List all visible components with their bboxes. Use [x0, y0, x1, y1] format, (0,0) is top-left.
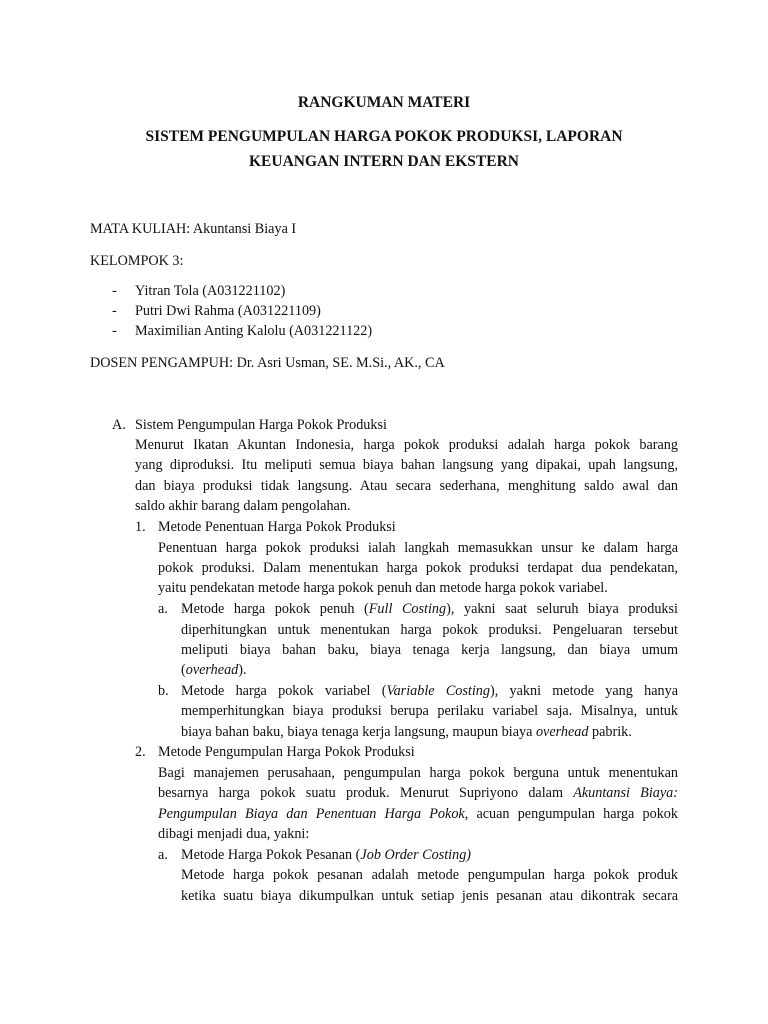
item-1a-line-3: meliputi biaya bahan baku, biaya tenaga kerja langsung, dan biaya umum [181, 642, 678, 658]
section-a-marker: A. [112, 417, 126, 433]
item-1a-line-4: (overhead). [181, 662, 247, 678]
item-1b-line-3: biaya bahan baku, biaya tenaga kerja langsung, maupun biaya overhead pabrik. [181, 724, 632, 740]
item-1b-line-2: memperhitungkan biaya produksi berupa perilaku variabel saja. Misalnya, untuk [181, 703, 678, 719]
item-2-line-1: Bagi manajemen perusahaan, pengumpulan harga pokok berguna untuk menentukan [158, 765, 678, 781]
item-1b-marker: b. [158, 683, 169, 699]
item-2-line-4: dibagi menjadi dua, yakni: [158, 826, 310, 842]
item-2a-marker: a. [158, 847, 168, 863]
item-2a-line-1: Metode harga pokok pesanan adalah metode pengumpulan harga pokok produk [181, 867, 678, 883]
item-1-marker: 1. [135, 519, 146, 535]
member-bullet: - [112, 303, 117, 319]
item-2a-line-2: ketika suatu biaya dikumpulkan untuk setiap jenis pesanan atau dikontrak secara [181, 888, 678, 904]
section-a-para-line: saldo akhir barang dalam pengolahan. [135, 498, 351, 514]
item-2-marker: 2. [135, 744, 146, 760]
section-a-para-line: Menurut Ikatan Akuntan Indonesia, harga pokok produksi adalah harga pokok barang [135, 437, 678, 453]
item-2-heading: Metode Pengumpulan Harga Pokok Produksi [158, 744, 415, 760]
document-subtitle-line-1: SISTEM PENGUMPULAN HARGA POKOK PRODUKSI, LAPORAN [145, 128, 623, 145]
item-2-line-3: Pengumpulan Biaya dan Penentuan Harga Pokok, acuan pengumpulan harga pokok [158, 806, 678, 822]
document-subtitle-line-2: KEUANGAN INTERN DAN EKSTERN [249, 153, 519, 170]
item-1a-line-2: diperhitungkan untuk menentukan harga pokok produksi. Pengeluaran tersebut [181, 622, 678, 638]
member-bullet: - [112, 323, 117, 339]
section-a-para-line: yang diproduksi. Itu meliputi semua biaya bahan langsung yang dipakai, upah langsung, [135, 457, 678, 473]
lecturer-line: DOSEN PENGAMPUH: Dr. Asri Usman, SE. M.Si., AK., CA [90, 355, 445, 371]
document-title: RANGKUMAN MATERI [297, 94, 471, 111]
item-1b-line-1: Metode harga pokok variabel (Variable Costing), yakni metode yang hanya [181, 683, 678, 699]
item-1-para-line: Penentuan harga pokok produksi ialah langkah memasukkan unsur ke dalam harga [158, 540, 678, 556]
group-label: KELOMPOK 3: [90, 253, 184, 269]
section-a-para-line: dan biaya produksi tidak langsung. Atau secara sederhana, menghitung saldo awal dan [135, 478, 678, 494]
section-a-heading: Sistem Pengumpulan Harga Pokok Produksi [135, 417, 387, 433]
item-2a-heading: Metode Harga Pokok Pesanan (Job Order Costing) [181, 847, 472, 863]
course-line: MATA KULIAH: Akuntansi Biaya I [90, 221, 297, 237]
item-1-para-line: yaitu pendekatan metode harga pokok penuh dan metode harga pokok variabel. [158, 580, 608, 596]
item-1-heading: Metode Penentuan Harga Pokok Produksi [158, 519, 396, 535]
member-bullet: - [112, 283, 117, 299]
item-1-para-line: pokok produksi. Dalam menentukan harga pokok produksi terdapat dua pendekatan, [158, 560, 678, 576]
member-item: Maximilian Anting Kalolu (A031221122) [135, 323, 373, 339]
member-item: Putri Dwi Rahma (A031221109) [135, 303, 321, 319]
item-2-line-2: besarnya harga pokok suatu produk. Menurut Supriyono dalam Akuntansi Biaya: [158, 785, 678, 801]
item-1a-marker: a. [158, 601, 168, 617]
member-item: Yitran Tola (A031221102) [135, 283, 286, 299]
item-1a-line-1: Metode harga pokok penuh (Full Costing), yakni saat seluruh biaya produksi [181, 601, 678, 617]
